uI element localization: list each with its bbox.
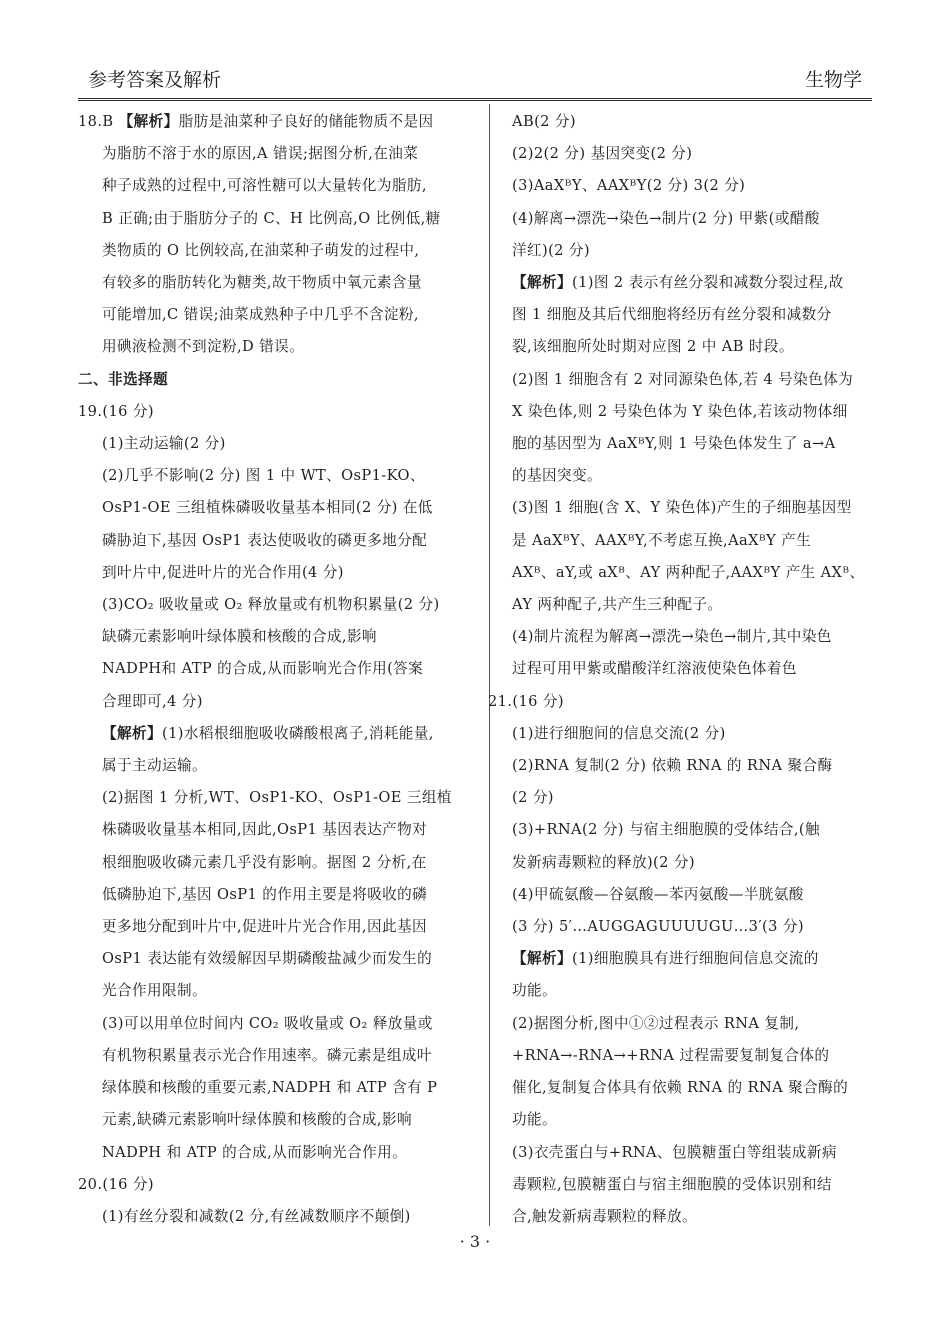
q19-jiexi-line: 低磷胁迫下,基因 OsP1 的作用主要是将吸收的磷 (102, 885, 428, 903)
q20-jiexi-line: 过程可用甲紫或醋酸洋红溶液使染色体着色 (512, 660, 797, 678)
left-column (78, 106, 462, 1233)
q21-answer-line: 发新病毒颗粒的释放)(2 分) (512, 853, 695, 871)
q19-answer-line: (1)主动运输(2 分) (102, 435, 226, 453)
q20-number: 20.(16 分) (78, 1175, 154, 1193)
q19-jiexi-line: 更多地分配到叶片中,促进叶片光合作用,因此基因 (102, 918, 427, 936)
q19-answer-line: 磷胁迫下,基因 OsP1 表达使吸收的磷更多地分配 (102, 531, 428, 549)
q18-line: 有较多的脂肪转化为糖类,故干物质中氧元素含量 (102, 274, 422, 292)
q20-jiexi-line: 【解析】(1)图 2 表示有丝分裂和减数分裂过程,故 (512, 274, 844, 292)
q19-jiexi-line: 元素,缺磷元素影响叶绿体膜和核酸的合成,影响 (102, 1111, 412, 1129)
section-title: 二、非选择题 (78, 370, 168, 388)
q21-answer-line: (3)+RNA(2 分) 与宿主细胞膜的受体结合,(触 (512, 821, 820, 839)
q19-answer-line: (3)CO₂ 吸收量或 O₂ 释放量或有机物积累量(2 分) (102, 596, 440, 614)
q19-jiexi-line: 【解析】(1)水稻根细胞吸收磷酸根离子,消耗能量, (102, 724, 434, 742)
q20-answer-line: 洋红)(2 分) (512, 241, 590, 259)
q20-jiexi-line: 图 1 细胞及其后代细胞将经历有丝分裂和减数分 (512, 306, 832, 324)
q19-jiexi-line: 有机物积累量表示光合作用速率。磷元素是组成叶 (102, 1046, 432, 1064)
q19-jiexi-line: (2)据图 1 分析,WT、OsP1-KO、OsP1-OE 三组植 (102, 789, 452, 807)
q19-jiexi-line: 株磷吸收量基本相同,因此,OsP1 基因表达产物对 (102, 821, 428, 839)
q18-jiexi-tag: 【解析】 (118, 113, 179, 130)
q20-jiexi-line: AXᴮ、aY,或 aXᴮ、AY 两种配子,AAXᴮY 产生 AXᴮ、 (512, 563, 865, 581)
q19-jiexi-line: OsP1 表达能有效缓解因早期磷酸盐减少而发生的 (102, 950, 433, 968)
header-title: 参考答案及解析 (88, 69, 222, 91)
q21-jiexi-line: (3)衣壳蛋白与+RNA、包膜糖蛋白等组装成新病 (512, 1143, 837, 1161)
q20-answer-line: (4)解离→漂洗→染色→制片(2 分) 甲紫(或醋酸 (512, 209, 820, 227)
q21-answer-line: (1)进行细胞间的信息交流(2 分) (512, 724, 726, 742)
q21-jiexi-line: 功能。 (512, 1111, 557, 1129)
q19-jiexi-line: 属于主动运输。 (102, 757, 207, 775)
q21-jiexi-line: 【解析】(1)细胞膜具有进行细胞间信息交流的 (512, 950, 819, 968)
q20-jiexi-tag: 【解析】 (512, 274, 572, 292)
q19-jiexi-line: 绿体膜和核酸的重要元素,NADPH 和 ATP 含有 P (102, 1079, 438, 1097)
right-column (488, 106, 874, 1233)
q19-number: 19.(16 分) (78, 402, 154, 420)
q18-line: B 正确;由于脂肪分子的 C、H 比例高,O 比例低,糖 (102, 209, 441, 227)
q21-jiexi-line: 合,触发新病毒颗粒的释放。 (512, 1207, 697, 1225)
page-number: · 3 · (459, 1232, 491, 1251)
q19-answer-line: 合理即可,4 分) (102, 692, 203, 710)
q20-jiexi-line: (4)制片流程为解离→漂洗→染色→制片,其中染色 (512, 628, 832, 646)
q18-line: 种子成熟的过程中,可溶性糖可以大量转化为脂肪, (102, 177, 427, 195)
q20-jiexi-line: AY 两种配子,共产生三种配子。 (512, 596, 723, 614)
q21-answer-line: (2 分) (512, 789, 554, 807)
q18-number: 18.B (78, 113, 114, 130)
q20-jiexi-line: (2)图 1 细胞含有 2 对同源染色体,若 4 号染色体为 (512, 370, 854, 388)
q20-jiexi-line: 裂,该细胞所处时期对应图 2 中 AB 时段。 (512, 338, 794, 356)
q19-answer-line: (2)几乎不影响(2 分) 图 1 中 WT、OsP1-KO、 (102, 467, 425, 485)
q21-jiexi-line: 催化,复制复合体具有依赖 RNA 的 RNA 聚合酶的 (512, 1079, 849, 1097)
q21-answer-line: (3 分) 5′…AUGGAGUUUUGU…3′(3 分) (512, 918, 804, 936)
q21-jiexi-tag: 【解析】 (512, 950, 572, 968)
q21-jiexi-line: 功能。 (512, 982, 557, 1000)
q20-answer-line: (2)2(2 分) 基因突变(2 分) (512, 145, 693, 163)
q18-line: 用碘液检测不到淀粉,D 错误。 (102, 338, 305, 356)
column-divider (489, 104, 490, 1226)
q20-answer-line: (3)AaXᴮY、AAXᴮY(2 分) 3(2 分) (512, 177, 746, 195)
q18-line: 类物质的 O 比例较高,在油菜种子萌发的过程中, (102, 241, 420, 259)
q19-jiexi-line: (3)可以用单位时间内 CO₂ 吸收量或 O₂ 释放量或 (102, 1014, 433, 1032)
q19-answer-line: OsP1-OE 三组植株磷吸收量基本相同(2 分) 在低 (102, 499, 433, 517)
q18-line: 为脂肪不溶于水的原因,A 错误;据图分析,在油菜 (102, 145, 419, 163)
q19-jiexi-line: NADPH 和 ATP 的合成,从而影响光合作用。 (102, 1143, 408, 1161)
q20-jiexi-line: 的基因突变。 (512, 467, 602, 485)
q20-answer-line: (1)有丝分裂和减数(2 分,有丝减数顺序不颠倒) (102, 1207, 411, 1225)
q20-jiexi-line: 是 AaXᴮY、AAXᴮY,不考虑互换,AaXᴮY 产生 (512, 531, 812, 549)
q21-answer-line: (4)甲硫氨酸—谷氨酸—苯丙氨酸—半胱氨酸 (512, 885, 804, 903)
page-header (78, 56, 872, 101)
q19-jiexi-line: 根细胞吸收磷元素几乎没有影响。据图 2 分析,在 (102, 853, 427, 871)
q20-jiexi-line: (3)图 1 细胞(含 X、Y 染色体)产生的子细胞基因型 (512, 499, 852, 517)
header-subject: 生物学 (804, 69, 862, 91)
q19-answer-line: 缺磷元素影响叶绿体膜和核酸的合成,影响 (102, 628, 377, 646)
q18-line: 可能增加,C 错误;油菜成熟种子中几乎不含淀粉, (102, 306, 419, 324)
q20-jiexi-line: 胞的基因型为 AaXᴮY,则 1 号染色体发生了 a→A (512, 435, 836, 453)
q19-answer-line: 到叶片中,促进叶片的光合作用(4 分) (102, 563, 344, 581)
q21-answer-line: (2)RNA 复制(2 分) 依赖 RNA 的 RNA 聚合酶 (512, 757, 833, 775)
q20-answer-line: AB(2 分) (512, 113, 576, 130)
q21-jiexi-line: (2)据图分析,图中①②过程表示 RNA 复制, (512, 1014, 800, 1032)
q20-jiexi-line: X 染色体,则 2 号染色体为 Y 染色体,若该动物体细 (512, 402, 848, 420)
q19-jiexi-line: 光合作用限制。 (102, 982, 207, 1000)
q21-jiexi-line: +RNA→-RNA→+RNA 过程需要复制复合体的 (512, 1046, 830, 1064)
q21-jiexi-line: 毒颗粒,包膜糖蛋白与宿主细胞膜的受体识别和结 (512, 1175, 832, 1193)
q21-number: 21.(16 分) (488, 692, 564, 710)
q18-line: 18.B 【解析】脂肪是油菜种子良好的储能物质不是因 (78, 113, 434, 130)
q19-jiexi-tag: 【解析】 (102, 724, 162, 742)
q19-answer-line: NADPH和 ATP 的合成,从而影响光合作用(答案 (102, 660, 424, 678)
